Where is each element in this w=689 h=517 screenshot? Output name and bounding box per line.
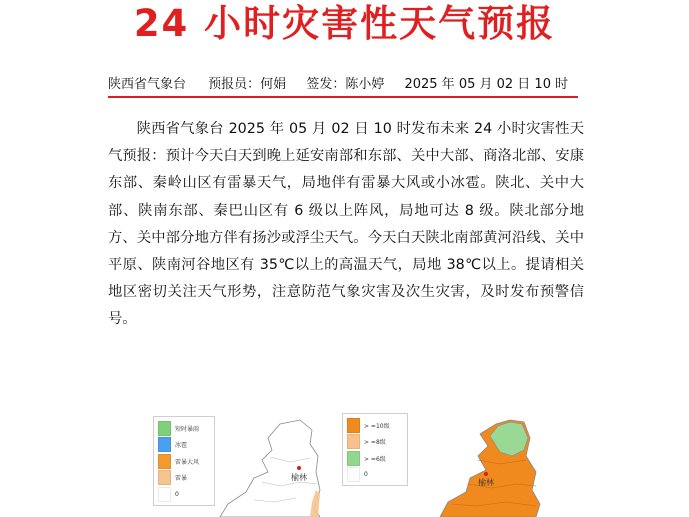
city-marker-icon (484, 472, 488, 476)
city-label: 榆林 (478, 478, 494, 487)
legend-item (158, 486, 210, 503)
legend-label: > =8级 (364, 439, 386, 447)
legend-swatch (347, 467, 360, 482)
legend-item (347, 450, 403, 467)
city-marker-icon (297, 466, 301, 470)
legend-label: 冰雹 (175, 442, 188, 450)
legend-item (158, 453, 210, 470)
legend-label: 雷暴大风 (175, 458, 200, 466)
legend-label: > =10级 (364, 422, 390, 430)
signer-name: 签发：陈小婷 (306, 77, 385, 92)
legend-swatch (158, 487, 171, 502)
province-outline (220, 420, 320, 517)
legend-swatch (158, 454, 171, 469)
legend-swatch (347, 434, 360, 449)
legend-label: 雷暴 (175, 475, 188, 483)
legend-swatch (347, 418, 360, 433)
issuer-info-bar (108, 76, 578, 98)
legend-label: 短时暴雨 (175, 425, 200, 433)
issue-datetime: 2025 年 05 月 02 日 10 时 (404, 77, 569, 92)
forecast-body: 陕西省气象台 2025 年 05 月 02 日 10 时发布未来 24 小时灾害性天气预报：预计今天白天到晚上延安南部和东部、关中大部、商洛北部、安康东部、秦岭山区有雷暴天气，局地伴有雷暴大风或小冰雹。陕北、关中大部、陕南东部、秦巴山区有 6 级以上阵风，局地可达 8 级。陕北部分地方、关中部分地方伴有扬沙或浮尘天气。今天白天陕北南部黄河沿线、关中平原、陕南河谷地区有 35℃以上的高温天气，局地 38℃以上。提请相关地区密切关注天气形势，注意防范气象灾害及次生灾害，及时发布预警信号。 (108, 121, 584, 328)
legend-item (347, 434, 403, 451)
city-label: 榆林 (291, 473, 307, 482)
legend-label: > =6级 (364, 455, 386, 463)
page-title: 24 小时灾害性天气预报 (133, 2, 556, 45)
legend-label: 0 (175, 490, 179, 498)
legend-swatch (158, 470, 171, 485)
legend-swatch (158, 437, 171, 452)
legend-swatch (347, 451, 360, 466)
legend-item (158, 420, 210, 437)
legend-item (158, 470, 210, 487)
forecaster-name: 预报员：何娟 (208, 77, 287, 92)
gust-legend (342, 413, 408, 486)
legend-label: 0 (364, 471, 368, 479)
legend-item (347, 467, 403, 484)
thunderstorm-legend (153, 416, 215, 506)
legend-item (158, 437, 210, 454)
legend-item (347, 417, 403, 434)
issuer-name: 陕西省气象台 (108, 77, 187, 92)
legend-swatch (158, 421, 171, 436)
